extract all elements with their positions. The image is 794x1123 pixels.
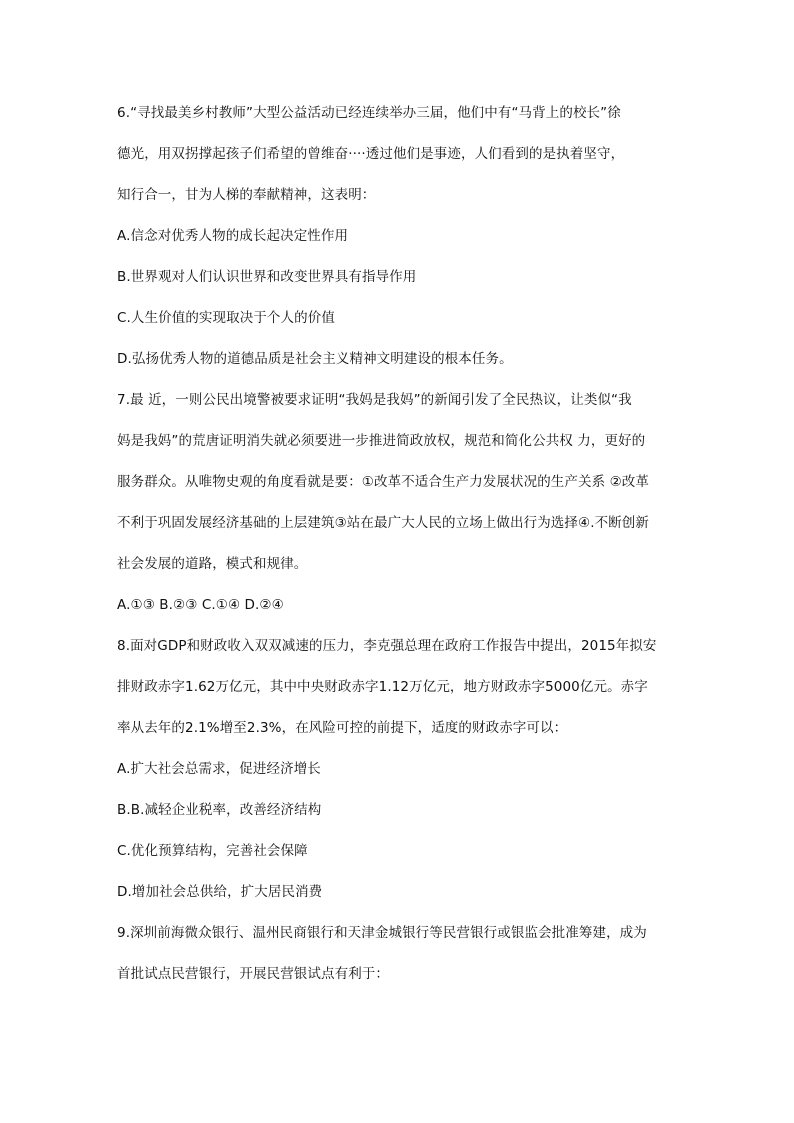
question-text-line: 8.面对GDP和财政收入双双减速的压力，李克强总理在政府工作报告中提出，2015年拟安 bbox=[117, 638, 657, 654]
question-text-line: 率从去年的2.1%增至2.3%，在风险可控的前提下，适度的财政赤字可以： bbox=[117, 720, 568, 736]
question-text-line: 知行合一，甘为人梯的奉献精神，这表明： bbox=[117, 187, 376, 203]
option-d: D.增加社会总供给，扩大居民消费 bbox=[117, 884, 323, 900]
question-text-line: 6.“寻找最美乡村教师”大型公益活动已经连续举办三届，他们中有“马背上的校长”徐 bbox=[117, 105, 621, 121]
question-text-line: 社会发展的道路，模式和规律。 bbox=[117, 556, 308, 572]
question-text-line: 服务群众。从唯物史观的角度看就是要：①改革不适合生产力发展状况的生产关系 ②改革 bbox=[117, 474, 649, 490]
question-7 bbox=[117, 390, 677, 636]
options-line: A.①③ B.②③ C.①④ D.②④ bbox=[117, 597, 284, 613]
question-text-line: 不利于巩固发展经济基础的上层建筑③站在最广大人民的立场上做出行为选择④.不断创新 bbox=[117, 515, 649, 531]
question-text-line: 妈是我妈”的荒唐证明消失就必须要进一步推进简政放权，规范和简化公共权 力，更好的 bbox=[117, 433, 646, 449]
option-d: D.弘扬优秀人物的道德品质是社会主义精神文明建设的根本任务。 bbox=[117, 351, 513, 367]
option-c: C.优化预算结构，完善社会保障 bbox=[117, 843, 308, 859]
question-text-line: 首批试点民营银行，开展民营银试点有利于： bbox=[117, 966, 389, 982]
option-a: A.扩大社会总需求，促进经济增长 bbox=[117, 761, 321, 777]
option-a: A.信念对优秀人物的成长起决定性作用 bbox=[117, 228, 349, 244]
option-c: C.人生价值的实现取决于个人的价值 bbox=[117, 310, 335, 326]
document-content bbox=[117, 103, 677, 1005]
option-b: B.世界观对人们认识世界和改变世界具有指导作用 bbox=[117, 269, 417, 285]
question-8 bbox=[117, 636, 677, 923]
question-6 bbox=[117, 103, 677, 390]
question-9 bbox=[117, 923, 677, 1005]
question-text-line: 7.最 近，一则公民出境警被要求证明“我妈是我妈”的新闻引发了全民热议，让类似“我 bbox=[117, 392, 632, 408]
option-b: B.B.减轻企业税率，改善经济结构 bbox=[117, 802, 322, 818]
question-text-line: 排财政赤字1.62万亿元，其中中央财政赤字1.12万亿元，地方财政赤字5000亿元。赤字 bbox=[117, 679, 648, 695]
question-text-line: 9.深圳前海微众银行、温州民商银行和天津金城银行等民营银行或银监会批准筹建，成为 bbox=[117, 925, 647, 941]
question-text-line: 德光，用双拐撑起孩子们希望的曾维奋····透过他们是事迹，人们看到的是执着坚守， bbox=[117, 146, 625, 162]
